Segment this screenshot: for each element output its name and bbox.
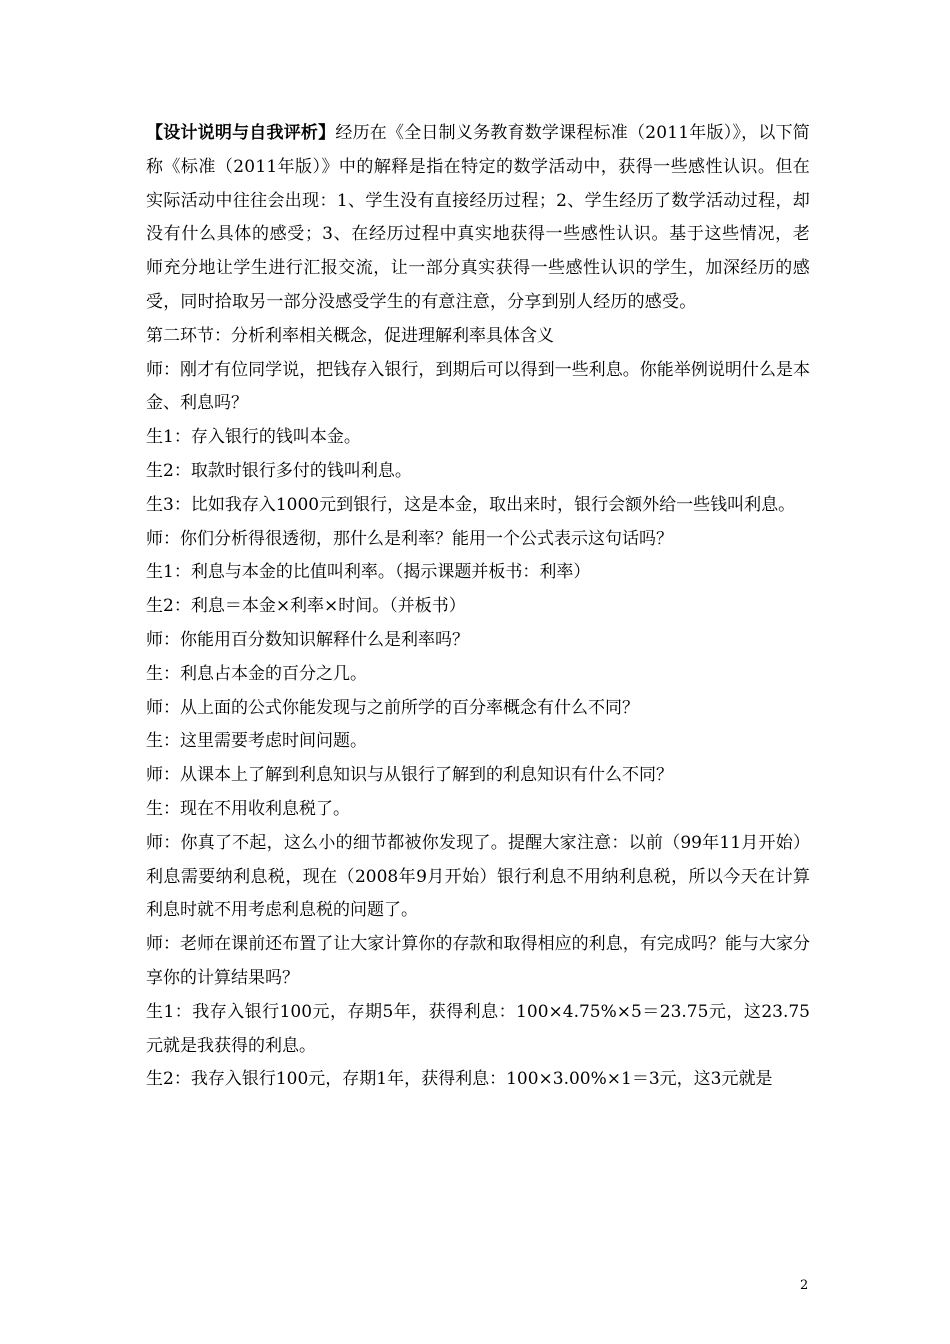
- dialogue-line: 生1：利息与本金的比值叫利率。（揭示课题并板书：利率）: [146, 562, 591, 583]
- dialogue-line: 师：你们分析得很透彻，那什么是利率？能用一个公式表示这句话吗？: [146, 528, 673, 549]
- dialogue-line: 生1：我存入银行100元，存期5年，获得利息：100×4.75%×5＝23.75元，这23.75元就是我获得的利息。: [146, 1001, 810, 1056]
- section-heading: 第二环节：分析利率相关概念，促进理解利率具体含义: [146, 325, 554, 346]
- dialogue-line: 生：这里需要考虑时间问题。: [146, 731, 367, 752]
- page-body: [146, 117, 810, 1097]
- dialogue-line: 师：刚才有位同学说，把钱存入银行，到期后可以得到一些利息。你能举例说明什么是本金、利息吗？: [146, 359, 810, 414]
- dialogue-line: 师：从上面的公式你能发现与之前所学的百分率概念有什么不同？: [146, 697, 639, 718]
- page-number: 2: [800, 1278, 809, 1293]
- dialogue-line: 生2：利息＝本金×利率×时间。（并板书）: [146, 596, 466, 617]
- design-note-paragraph: [146, 117, 810, 320]
- dialogue-line: 师：你能用百分数知识解释什么是利率吗？: [146, 629, 469, 650]
- design-note-text: 经历在《全日制义务教育数学课程标准（2011年版）》，以下简称《标准（2011年版）》中的解释是指在特定的数学活动中，获得一些感性认识。但在实际活动中往往会出现：1、学生没有直接经历过程；2、学生经历了数学活动过程，却没有什么具体的感受；3、在经历过程中真实地获得一些感性认识。基于这些情况，老师充分地让学生进行汇报交流，让一部分真实获得一些感性认识的学生，加深经历的感受，同时拾取另一部分没感受学生的有意注意，分享到别人经历的感受。: [146, 123, 810, 312]
- dialogue-line: 师：老师在课前还布置了让大家计算你的存款和取得相应的利息，有完成吗？能与大家分享你的计算结果吗？: [146, 934, 810, 988]
- dialogue-line: 生3：比如我存入1000元到银行，这是本金，取出来时，银行会额外给一些钱叫利息。: [146, 494, 796, 515]
- dialogue-line: 生2：我存入银行100元，存期1年，获得利息：100×3.00%×1＝3元，这3元就是: [146, 1069, 773, 1090]
- dialogue-line: 师：从课本上了解到利息知识与从银行了解到的利息知识有什么不同？: [146, 765, 673, 786]
- dialogue-line: 生1：存入银行的钱叫本金。: [146, 427, 361, 448]
- dialogue-line: 生：现在不用收利息税了。: [146, 798, 350, 819]
- dialogue-line: 生：利息占本金的百分之几。: [146, 663, 367, 684]
- dialogue-line: 师：你真了不起，这么小的细节都被你发现了。提醒大家注意：以前（99年11月开始）利息需要纳利息税，现在（2008年9月开始）银行利息不用纳利息税，所以今天在计算利息时就不用考虑利息税的问题了。: [146, 832, 810, 921]
- dialogue-line: 生2：取款时银行多付的钱叫利息。: [146, 460, 412, 481]
- design-note-label: 【设计说明与自我评析】: [146, 123, 336, 143]
